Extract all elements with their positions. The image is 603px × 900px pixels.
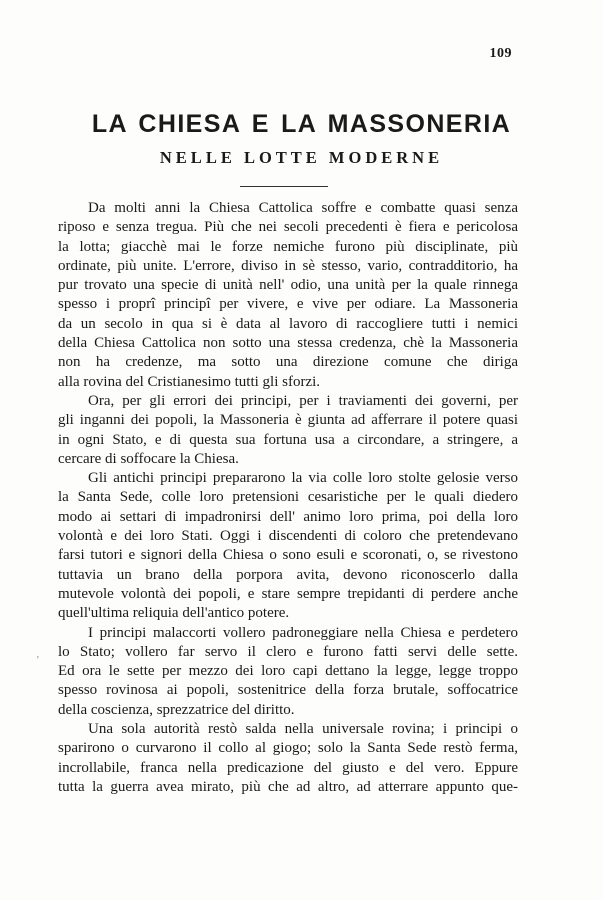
text-line: Una sola autorità restò salda nella universale rovina; i principi o: [88, 721, 518, 738]
text-line: Da molti anni la Chiesa Cattolica soffre e combatte quasi senza: [88, 200, 518, 216]
title-divider: [240, 186, 328, 187]
text-line: farsi tutori e signori della Chiesa o sono esuli e scoronati, o, se rivestono: [58, 547, 518, 564]
text-line: tutta la guerra avea mirato, più che ad altro, ad atterrare appunto que-: [58, 778, 518, 795]
text-line: incrollabile, franca nella predicazione del giusto e del vero. Eppure: [58, 759, 518, 776]
text-line: volontà e dei loro Stati. Oggi i discendenti di coloro che pretendevano: [58, 528, 518, 545]
article-subtitle: NELLE LOTTE MODERNE: [159, 148, 444, 167]
text-line: spesso rovinosa ai popoli, sostenitrice della forza brutale, soffocatrice: [58, 682, 518, 699]
text-line: la lotta; giacchè mai le forze nemiche furono più disciplinate, più: [58, 238, 518, 255]
text-line: tuttavia un brano della porpora avita, devono riconoscerlo dalla: [58, 566, 518, 583]
text-line: in ogni Stato, e di questa sua fortuna usa a circondare, a stringere, a: [58, 431, 518, 448]
paragraph-3: [58, 469, 518, 623]
text-line: quell'ultima reliquia dell'antico potere.: [58, 605, 290, 622]
text-line: non ha credenze, ma sotto una direzione comune che diriga: [58, 354, 518, 371]
text-line: sparirono o curvarono il collo al giogo; solo la Santa Sede restò ferma,: [58, 740, 518, 757]
text-line: pur trovato una specie di unità nell' odio, una unità per la quale rinnega: [58, 277, 518, 294]
text-line: alla rovina del Cristianesimo tutti gli sforzi.: [58, 373, 321, 390]
text-line: cercare di soffocare la Chiesa.: [58, 450, 239, 467]
article-title: LA CHIESA E LA MASSONERIA: [91, 110, 512, 138]
text-line: gli inganni dei popoli, la Massoneria è giunta ad afferrare il potere quasi: [58, 412, 518, 429]
text-line: mutevole volontà dei popoli, e stare sempre trepidanti di perdere anche: [58, 585, 518, 602]
text-line: la Santa Sede, colle loro pretensioni cesaristiche per le quali diedero: [58, 489, 518, 506]
article-body: [58, 199, 518, 797]
paragraph-4: [58, 624, 518, 720]
text-line: della coscienza, sprezzatrice del diritto.: [58, 701, 295, 718]
text-line: Ed ora le sette per mezzo dei loro capi dettano la legge, legge troppo: [58, 663, 518, 680]
text-line: I principi malaccorti vollero padroneggiare nella Chiesa e perdetero: [88, 624, 518, 641]
text-line: modo ai settari di impadronirsi dell' animo loro prima, poi della loro: [58, 508, 518, 525]
text-line: ordinate, più unite. L'errore, diviso in sè stesso, vario, contradditorio, ha: [58, 257, 518, 274]
paragraph-5: [58, 720, 518, 797]
paragraph-2: [58, 392, 518, 469]
text-line: lo Stato; vollero far servo il clero e furono fatti servi delle sette.: [58, 643, 518, 660]
text-line: da un secolo in qua si è data al lavoro di raccogliere tutti i nemici: [58, 315, 518, 332]
text-line: della Chiesa Cattolica non sotto una stessa credenza, chè la Massoneria: [58, 335, 518, 352]
text-line: riposo e senza tregua. Più che nei secoli precedenti è fiera e pericolosa: [58, 219, 518, 236]
page-number: 109: [489, 46, 512, 61]
text-line: Ora, per gli errori dei principi, per i traviamenti dei governi, per: [88, 392, 518, 409]
text-line: Gli antichi principi prepararono la via colle loro stolte gelosie verso: [88, 470, 518, 487]
margin-mark: ': [37, 655, 39, 666]
paragraph-1: [58, 199, 518, 392]
text-line: spesso i proprî principî per vivere, e vive per odiare. La Massoneria: [58, 296, 518, 313]
